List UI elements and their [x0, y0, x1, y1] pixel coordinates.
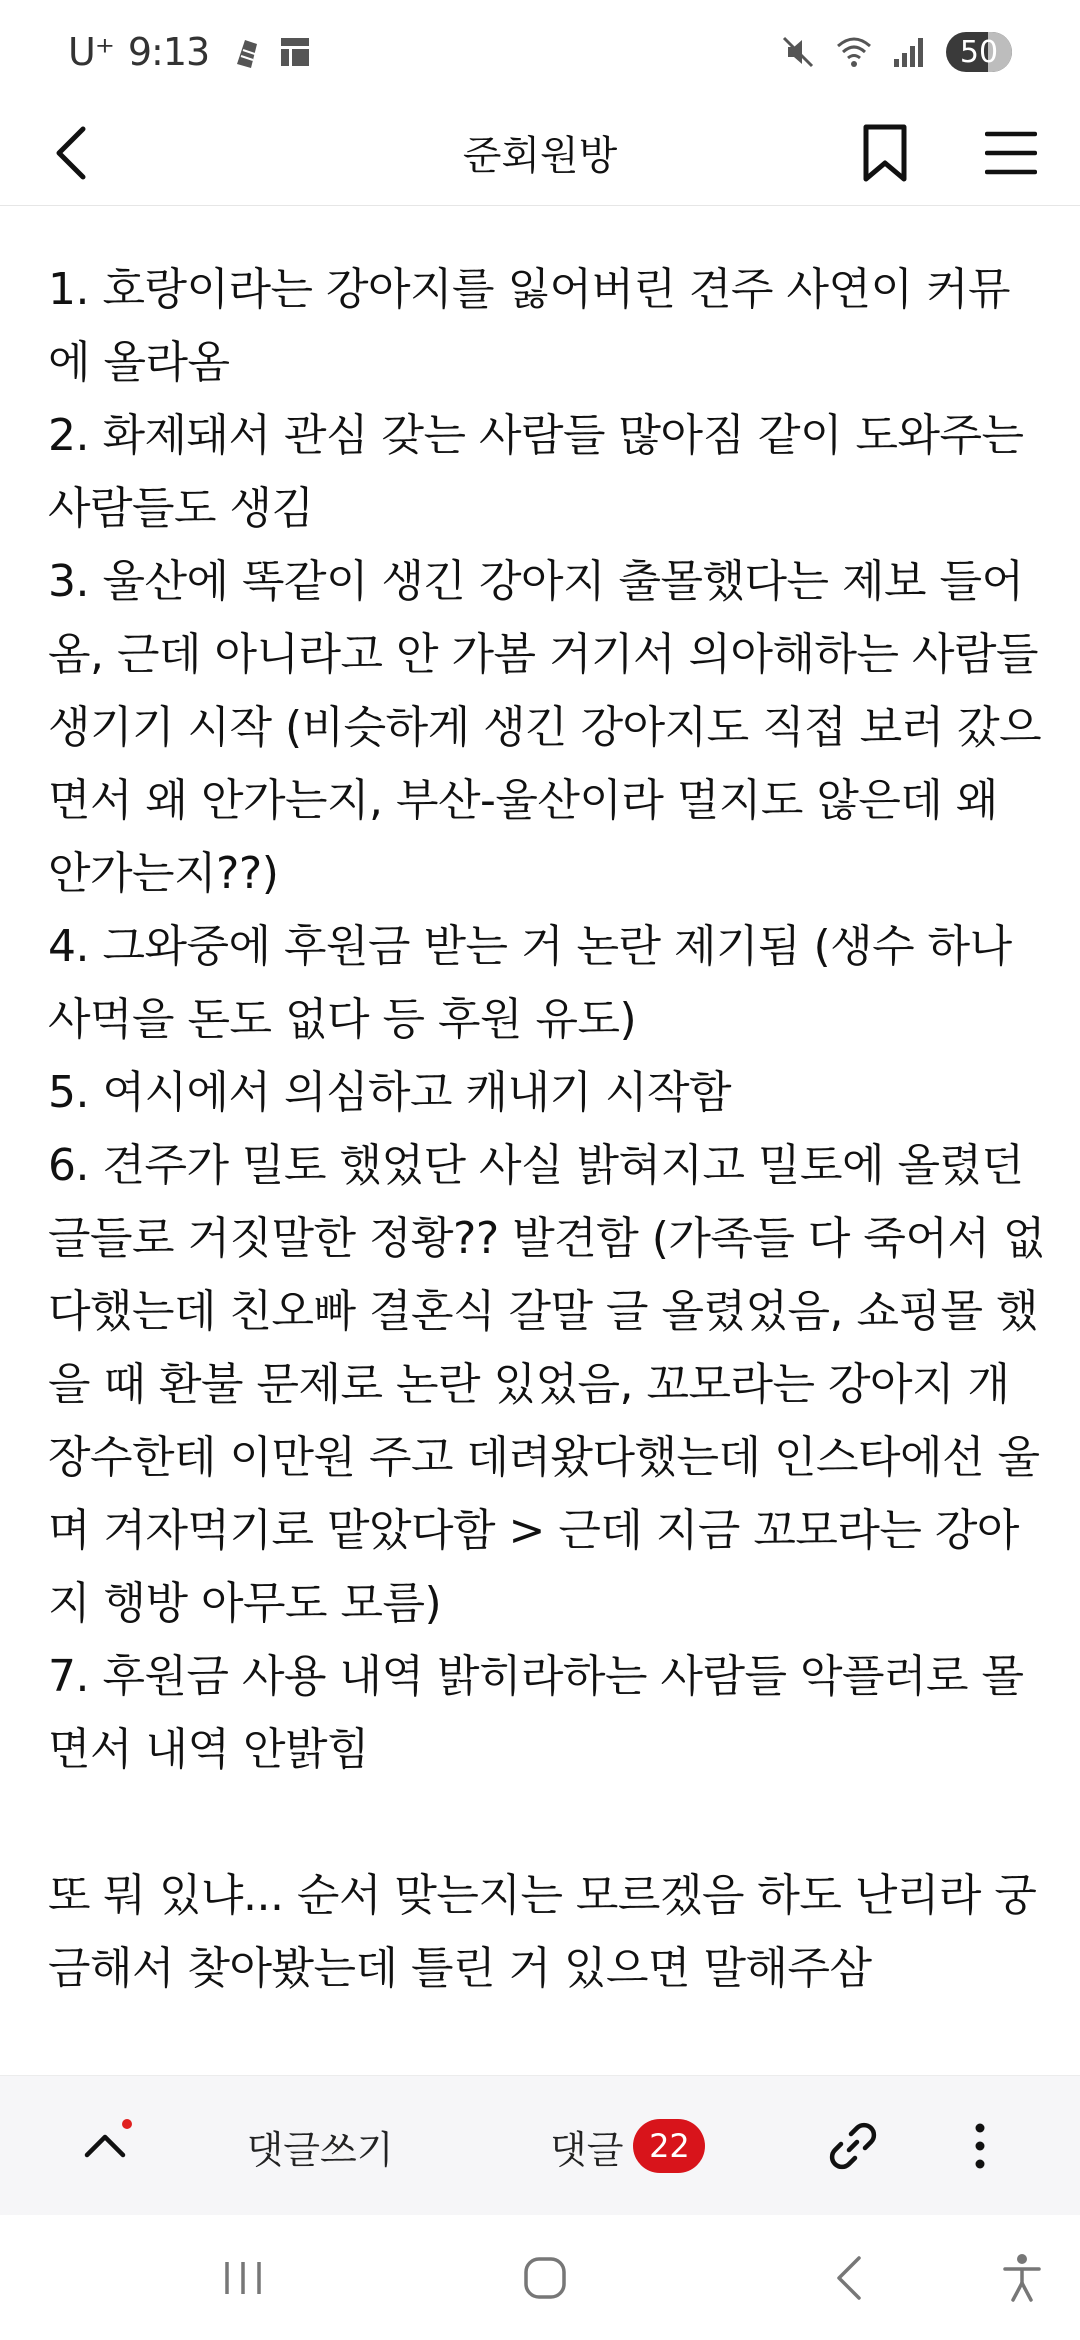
- mute-icon: [780, 34, 816, 70]
- chevron-left-icon: [49, 123, 97, 183]
- scroll-top-button[interactable]: [70, 2111, 140, 2181]
- system-nav-bar: [0, 2215, 1080, 2340]
- recent-apps-button[interactable]: [203, 2241, 283, 2315]
- comment-count-badge: 22: [633, 2119, 705, 2173]
- page-title: 준회원방: [462, 133, 618, 179]
- more-vertical-icon: [970, 2121, 990, 2171]
- signal-icon: [892, 35, 926, 69]
- accessibility-icon: [1002, 2253, 1042, 2303]
- menu-button[interactable]: [976, 118, 1046, 188]
- post-paragraph: 2. 화제돼서 관심 갖는 사람들 많아짐 같이 도와주는 사람들도 생김: [48, 410, 1024, 534]
- write-comment-button[interactable]: 댓글쓰기: [246, 2127, 394, 2172]
- recent-apps-icon: [221, 2258, 265, 2298]
- sticker-icon: [231, 34, 263, 70]
- grid-icon: [279, 36, 311, 68]
- copy-link-button[interactable]: [818, 2111, 888, 2181]
- back-icon: [831, 2254, 865, 2302]
- paragraph-spacer: [48, 1786, 1048, 1859]
- post-content: [48, 253, 1048, 2005]
- post-paragraph: 3. 울산에 똑같이 생긴 강아지 출몰했다는 제보 들어옴, 근데 아니라고 안 가봄 거기서 의아해하는 사람들 생기기 시작 (비슷하게 생긴 강아지도 직접 보러 갔으면서 왜 안가는지, 부산-울산이라 멀지도 않은데 왜 안가는지??): [48, 556, 1042, 899]
- post-paragraph: 1. 호랑이라는 강아지를 잃어버린 견주 사연이 커뮤에 올라옴: [48, 264, 1010, 388]
- battery-indicator: [946, 32, 1012, 72]
- post-paragraph: 7. 후원금 사용 내역 밝히라하는 사람들 악플러로 몰면서 내역 안밝힘: [48, 1651, 1024, 1775]
- bookmark-button[interactable]: [850, 118, 920, 188]
- app-header: [0, 100, 1080, 206]
- new-indicator-dot: [122, 2119, 132, 2129]
- action-bar: [0, 2075, 1080, 2216]
- status-bar: [0, 0, 1080, 100]
- home-icon: [522, 2255, 568, 2301]
- post-paragraph: 6. 견주가 밀토 했었단 사실 밝혀지고 밀토에 올렸던 글들로 거짓말한 정황?? 발견함 (가족들 다 죽어서 없다했는데 친오빠 결혼식 갈말 글 올렸었음, 쇼핑몰 했을 때 환불 문제로 논란 있었음, 꼬모라는 강아지 개장수한테 이만원 주고 데려왔다했는데 인스타에선 울며 겨자먹기로 맡았다함 > 근데 지금 꼬모라는 강아지 행방 아무도 모름): [48, 1140, 1045, 1629]
- comments-label: 댓글: [550, 2127, 624, 2172]
- post-paragraph: 4. 그와중에 후원금 받는 거 논란 제기됨 (생수 하나 사먹을 돈도 없다 등 후원 유도): [48, 921, 1012, 1045]
- comments-button[interactable]: [550, 2111, 720, 2181]
- link-icon: [827, 2120, 879, 2172]
- back-button[interactable]: [38, 118, 108, 188]
- back-nav-button[interactable]: [808, 2241, 888, 2315]
- post-closing: 또 뭐 있냐... 순서 맞는지는 모르겠음 하도 난리라 궁금해서 찾아봤는데 틀린 거 있으면 말해주삼: [48, 1870, 1037, 1994]
- status-time: 9:13: [127, 30, 210, 74]
- bookmark-icon: [860, 123, 910, 183]
- accessibility-button[interactable]: [982, 2241, 1062, 2315]
- post-paragraph: 5. 여시에서 의심하고 캐내기 시작함: [48, 1067, 731, 1118]
- status-left: [68, 24, 327, 80]
- chevron-up-icon: [83, 2131, 127, 2161]
- home-button[interactable]: [505, 2241, 585, 2315]
- hamburger-menu-icon: [985, 130, 1037, 176]
- battery-level: 50: [959, 34, 999, 70]
- wifi-icon: [834, 34, 874, 70]
- status-right: [762, 26, 1012, 78]
- carrier-label: U⁺: [68, 30, 114, 74]
- more-options-button[interactable]: [945, 2111, 1015, 2181]
